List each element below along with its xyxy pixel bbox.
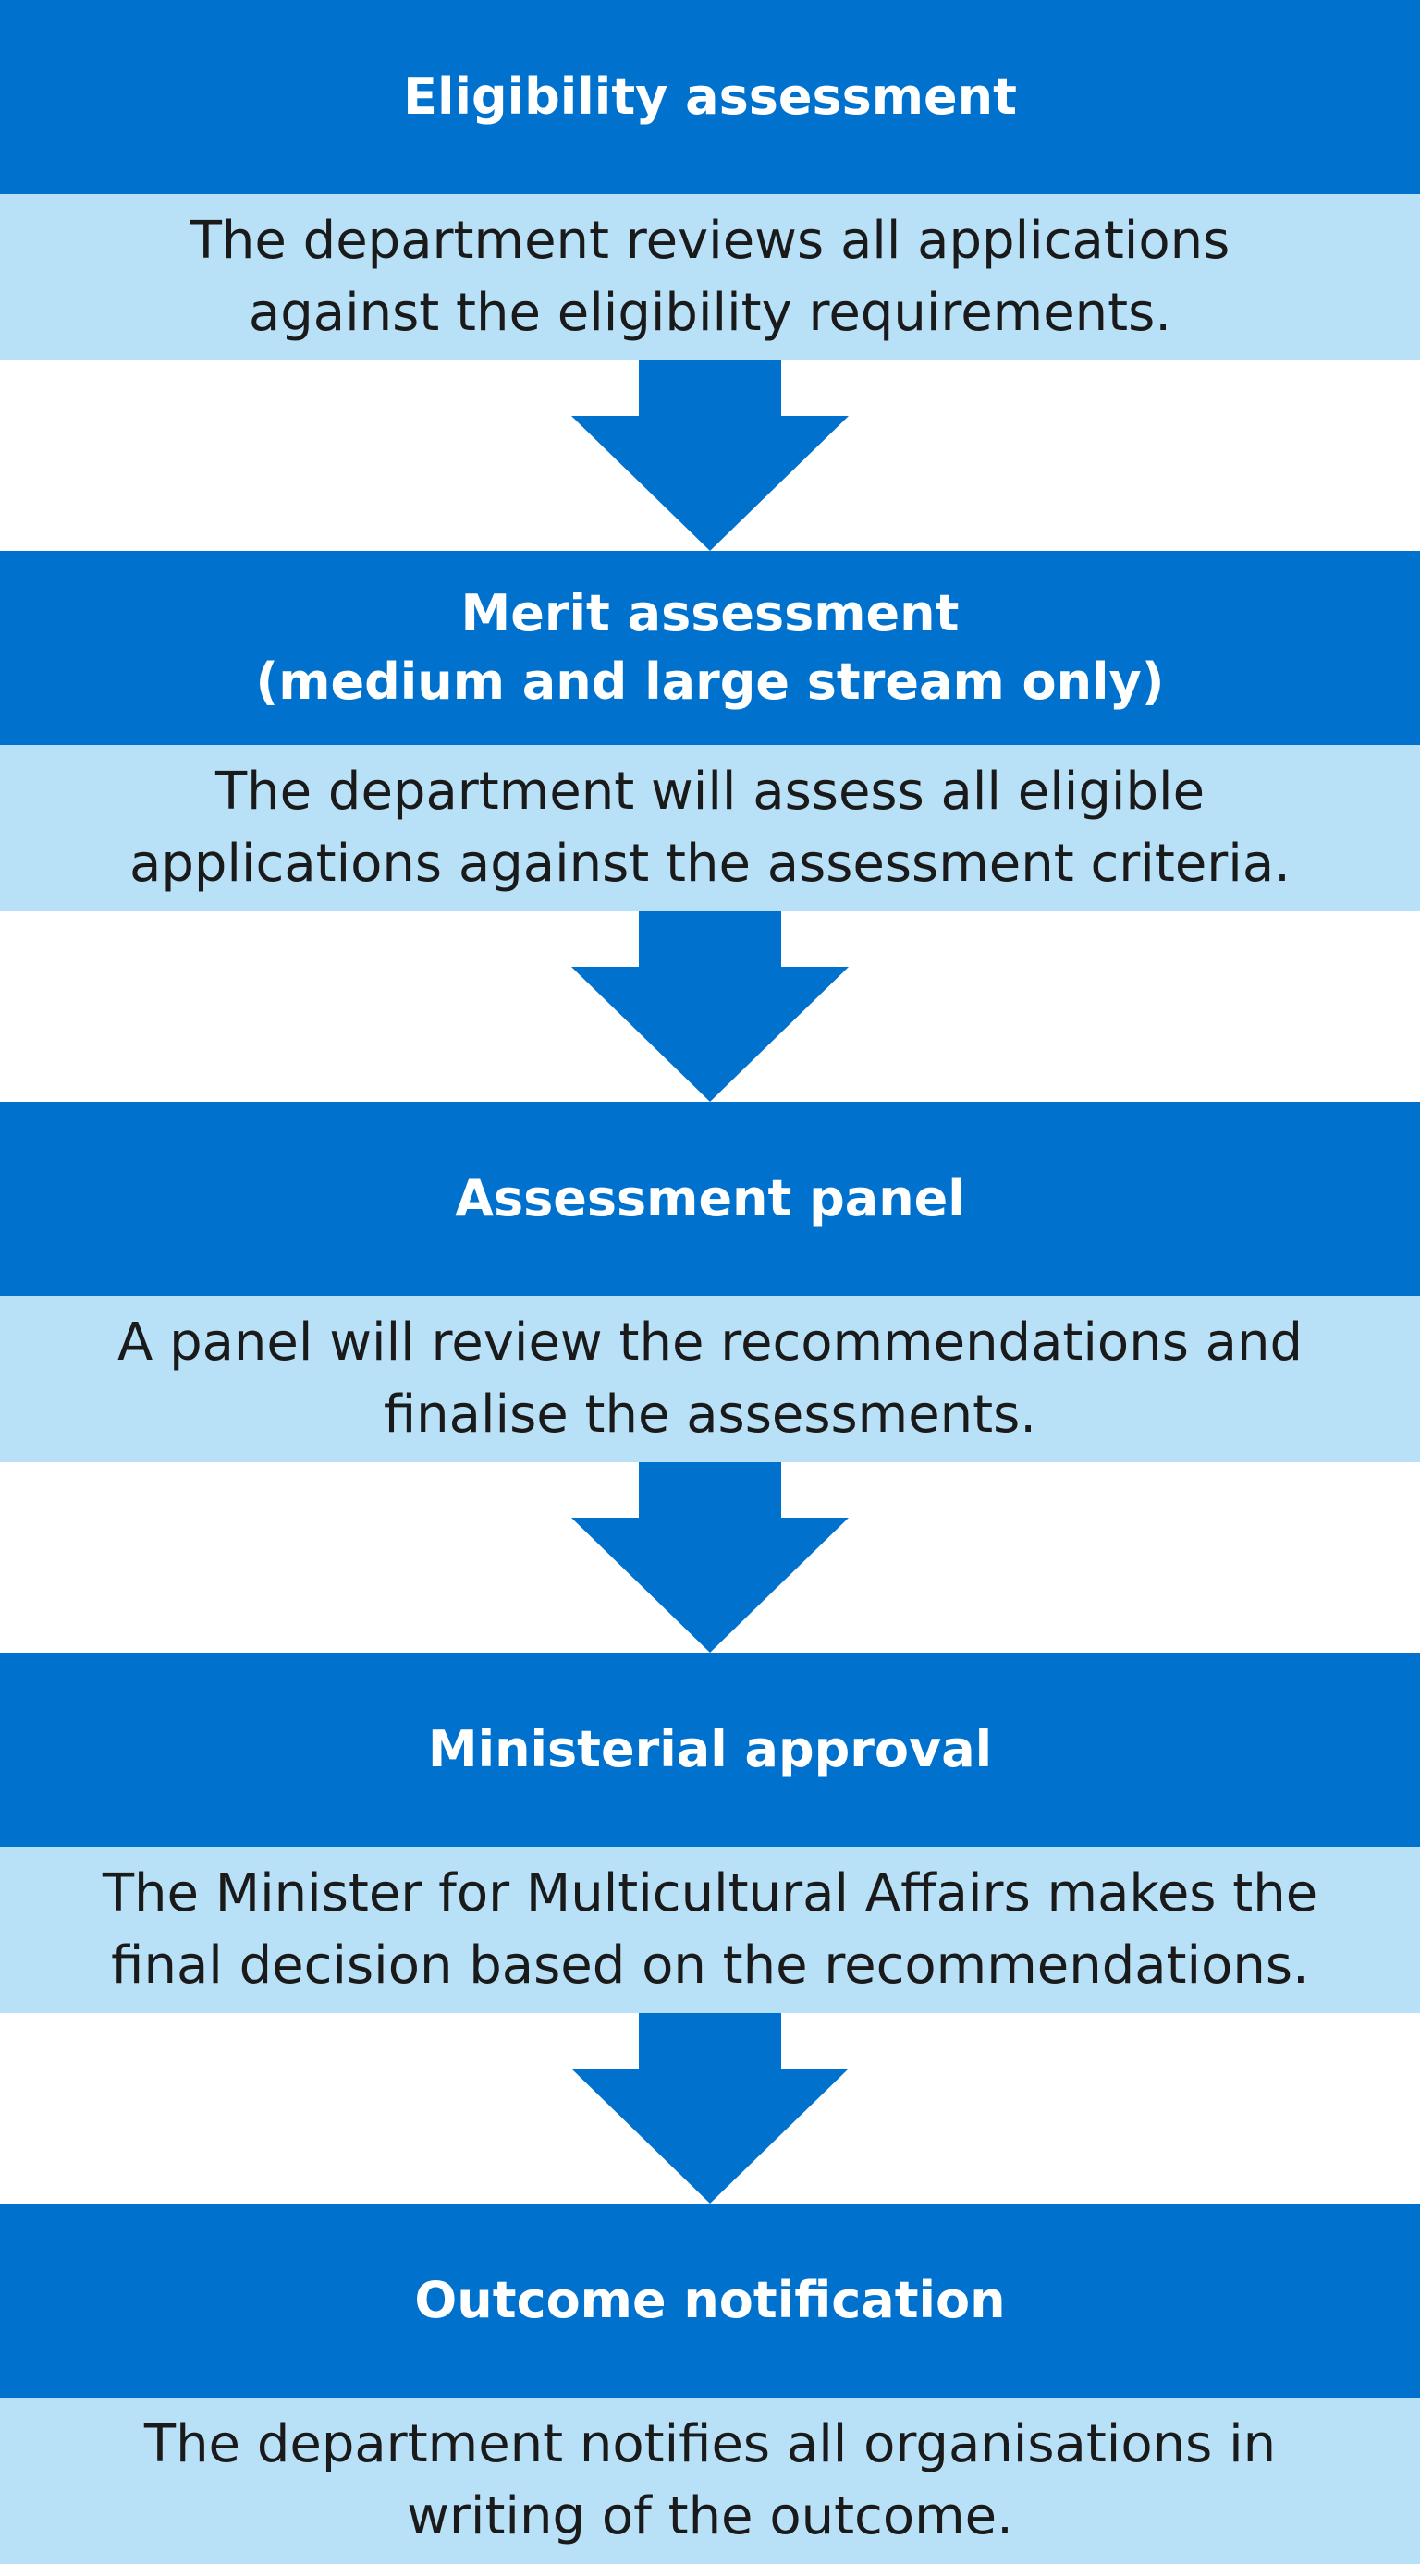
step-title: Ministerial approval bbox=[0, 1653, 1420, 1847]
step-description: The department will assess all eligible applications against the assessment criteria. bbox=[0, 745, 1420, 911]
step-title: Assessment panel bbox=[0, 1102, 1420, 1296]
step-title: Merit assessment (medium and large stream only) bbox=[0, 551, 1420, 745]
arrow-down-icon bbox=[0, 911, 1420, 1102]
arrow-down-icon bbox=[0, 360, 1420, 551]
step-description: The department notifies all organisations in writing of the outcome. bbox=[0, 2398, 1420, 2564]
arrow-down-icon bbox=[0, 2013, 1420, 2204]
arrow-down-icon bbox=[0, 1462, 1420, 1653]
step-description: A panel will review the recommendations and finalise the assessments. bbox=[0, 1296, 1420, 1462]
step-description: The department reviews all applications against the eligibility requirements. bbox=[0, 194, 1420, 360]
step-description: The Minister for Multicultural Affairs makes the final decision based on the recommendations. bbox=[0, 1847, 1420, 2013]
step-title: Eligibility assessment bbox=[0, 0, 1420, 194]
step-title: Outcome notification bbox=[0, 2204, 1420, 2398]
